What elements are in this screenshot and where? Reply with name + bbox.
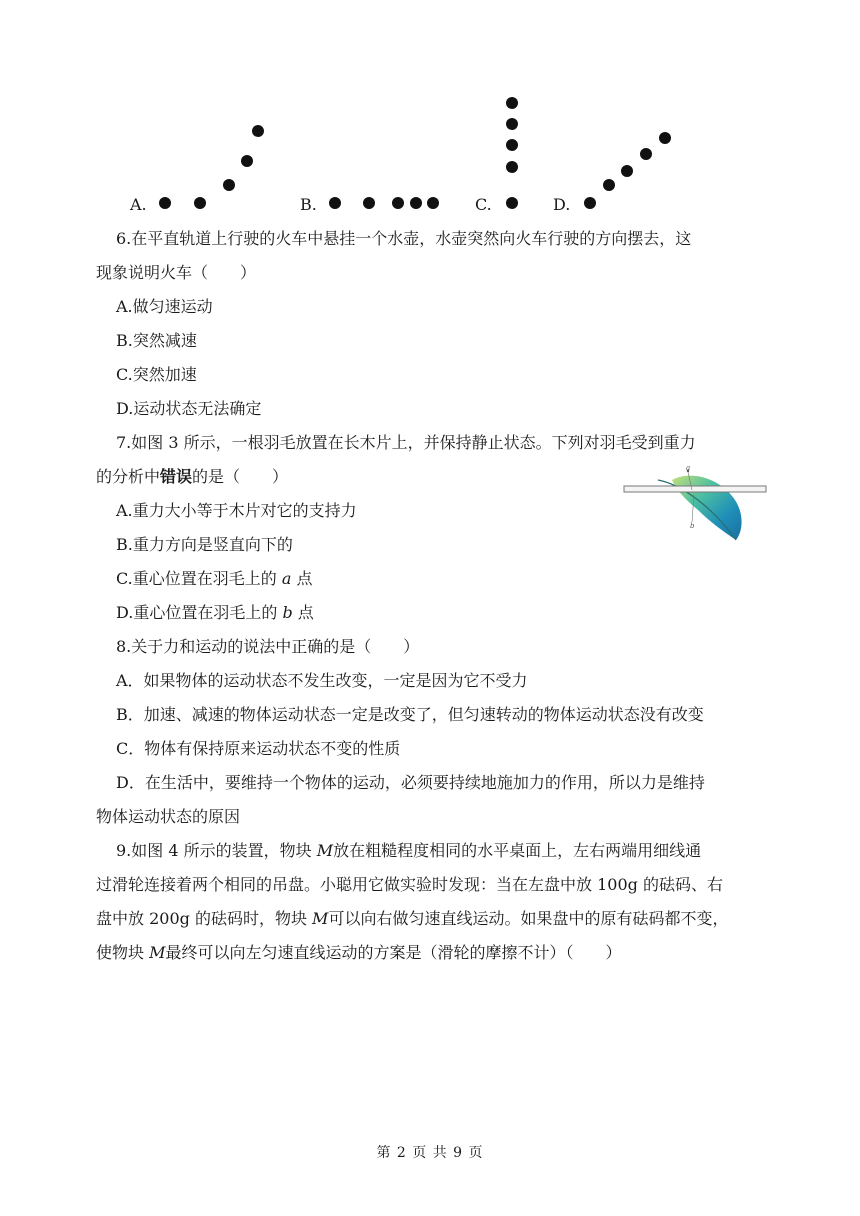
question-8-option-d: D．在生活中，要维持一个物体的运动，必须要持续地施加力的作用，所以力是维持 <box>116 773 705 792</box>
figure-label-a: a <box>686 464 691 472</box>
dot <box>640 148 652 160</box>
stem-text: 9.如图 4 所示的装置，物块 <box>116 841 317 860</box>
question-6-option-c: C.突然加速 <box>116 365 197 384</box>
variable-m: M <box>316 841 334 860</box>
dot <box>427 197 439 209</box>
question-6-option-d: D.运动状态无法确定 <box>116 399 262 418</box>
variable-m: M <box>312 909 329 928</box>
dot <box>603 179 615 191</box>
question-7-stem-post: 的是（ ） <box>192 467 289 486</box>
point-label-var: b <box>282 603 293 622</box>
wooden-stick <box>624 486 766 492</box>
variable-m: M <box>149 943 166 962</box>
question-6-option-a: A.做匀速运动 <box>116 297 213 316</box>
question-9-stem-line-2: 过滑轮连接着两个相同的吊盘。小聪用它做实验时发现：当在左盘中放 100g 的砝码、右 <box>96 875 723 894</box>
dot <box>506 97 518 109</box>
dot <box>329 197 341 209</box>
question-7-option-d <box>116 602 314 624</box>
dot <box>194 197 206 209</box>
stem-text: 使物块 <box>96 943 150 962</box>
dot <box>252 125 264 137</box>
dot <box>363 197 375 209</box>
dot <box>392 197 404 209</box>
question-9-stem-line-4 <box>96 942 622 964</box>
figure-label-b: b <box>690 522 695 530</box>
stem-text: 盘中放 200g 的砝码时，物块 <box>96 909 313 928</box>
stem-text: 可以向右做匀速直线运动。如果盘中的原有砝码都不变， <box>328 909 729 928</box>
dot <box>159 197 171 209</box>
question-7-option-a: A.重力大小等于木片对它的支持力 <box>116 501 357 520</box>
question-7-stem-line-2 <box>96 466 288 488</box>
question-8-option-b: B．加速、减速的物体运动状态一定是改变了，但匀速转动的物体运动状态没有改变 <box>116 705 704 724</box>
dot <box>410 197 422 209</box>
question-6-option-b: B.突然减速 <box>116 331 197 350</box>
question-6-stem-line-2: 现象说明火车（ ） <box>96 263 257 282</box>
option-text: 点 <box>291 569 313 588</box>
question-9-stem-line-1 <box>116 840 701 862</box>
point-label-var: a <box>281 569 292 588</box>
question-6-stem-line-1: 6.在平直轨道上行驶的火车中悬挂一个水壶，水壶突然向火车行驶的方向摆去，这 <box>116 229 692 248</box>
dot <box>506 118 518 130</box>
dot <box>223 179 235 191</box>
option-text: C.重心位置在羽毛上的 <box>116 569 282 588</box>
dot <box>241 155 253 167</box>
dot <box>506 139 518 151</box>
question-7-stem-line-1: 7.如图 3 所示，一根羽毛放置在长木片上，并保持静止状态。下列对羽毛受到重力 <box>116 433 696 452</box>
question-7-option-c <box>116 568 313 590</box>
question-8-option-d-continued: 物体运动状态的原因 <box>96 807 241 826</box>
dot-option-a-label: A. <box>130 195 147 214</box>
page-footer: 第 2 页 共 9 页 <box>376 1145 484 1161</box>
dot <box>659 132 671 144</box>
option-text: 点 <box>292 603 314 622</box>
dot <box>506 197 518 209</box>
question-7-stem-pre: 的分析中 <box>96 467 161 486</box>
dot <box>621 165 633 177</box>
question-8-option-c: C．物体有保持原来运动状态不变的性质 <box>116 739 401 758</box>
dot <box>584 197 596 209</box>
dot-option-c-label: C. <box>475 195 492 214</box>
option-text: D.重心位置在羽毛上的 <box>116 603 283 622</box>
stem-text: 最终可以向左匀速直线运动的方案是（滑轮的摩擦不计）（ ） <box>165 943 622 962</box>
dot-option-b-label: B. <box>300 195 317 214</box>
dot <box>506 161 518 173</box>
question-8-stem: 8.关于力和运动的说法中正确的是（ ） <box>116 637 420 656</box>
question-7-option-b: B.重力方向是竖直向下的 <box>116 535 293 554</box>
question-8-option-a: A．如果物体的运动状态不发生改变，一定是因为它不受力 <box>116 671 528 690</box>
question-7-stem-emphasis: 错误 <box>160 467 193 486</box>
stem-text: 放在粗糙程度相同的水平桌面上，左右两端用细线通 <box>333 841 702 860</box>
question-9-stem-line-3 <box>96 908 728 930</box>
dot-option-d-label: D. <box>553 195 571 214</box>
feather-on-stick-figure <box>620 462 770 546</box>
